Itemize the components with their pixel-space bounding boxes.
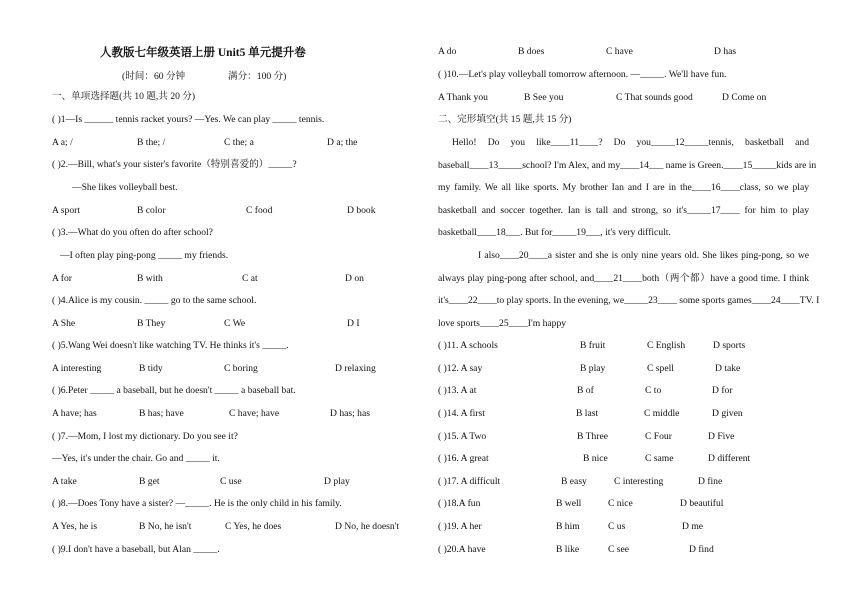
cloze-item-14 — [438, 407, 809, 420]
q3-option-c: C at — [242, 273, 258, 284]
cloze-item-12 — [438, 362, 809, 375]
q4-option-a: A She — [52, 318, 76, 329]
q5-option-b: B tidy — [139, 363, 163, 374]
cloze-option-d: D beautiful — [680, 498, 724, 509]
passage-p1-line1: Hello! Do you like____11____? Do you_____12_____tennis, basketball and — [452, 137, 809, 148]
cloze-item-stem: ( )14. A first — [438, 408, 485, 419]
cloze-option-c: C middle — [644, 408, 680, 419]
q10-option-c: C That sounds good — [616, 92, 693, 103]
cloze-item-stem: ( )11. A schools — [438, 340, 498, 351]
time-limit: (时间：60 分钟 — [122, 71, 186, 82]
q8-option-d: D No, he doesn't — [335, 521, 400, 532]
q6-option-c: C have; have — [229, 408, 280, 419]
q8-option-a: A Yes, he is — [52, 521, 98, 532]
cloze-option-b: B last — [576, 408, 599, 419]
passage-p2-line3: it's____22____to play sports. In the evening, we_____23____ some sports games____24____TV. I — [438, 295, 820, 306]
cloze-option-d: D for — [712, 385, 733, 396]
passage-p2-line2: always play ping-pong after school, and____21____both（两个都）have a good time. I think — [438, 273, 809, 284]
passage-p1-line4: basketball and soccer together. Ian is tall and strong, so it's_____17____ for him to play — [438, 205, 809, 216]
cloze-option-c: C English — [647, 340, 686, 351]
q5-option-a: A interesting — [52, 363, 102, 374]
cloze-option-c: C to — [645, 385, 662, 396]
q1-option-d: D a; the — [327, 137, 358, 148]
q10-option-d: D Come on — [722, 92, 767, 103]
cloze-item-stem: ( )18.A fun — [438, 498, 481, 509]
cloze-option-b: B play — [580, 363, 606, 374]
full-score: 满分：100 分) — [228, 71, 287, 82]
q4-option-c: C We — [224, 318, 246, 329]
cloze-option-d: D Five — [708, 431, 735, 442]
q4-option-d: D I — [347, 318, 360, 329]
cloze-option-d: D different — [708, 453, 751, 464]
page-title: 人教版七年级英语上册 Unit5 单元提升卷 — [100, 47, 306, 59]
q9-option-b: B does — [518, 46, 545, 57]
q3-option-d: D on — [345, 273, 364, 284]
cloze-option-c: C Four — [645, 431, 672, 442]
passage-p1-line3: my family. We all like sports. My brother Ian and I are in the____16____class, so we play — [438, 182, 809, 193]
q7-option-d: D play — [324, 476, 350, 487]
q6-option-b: B has; have — [139, 408, 184, 419]
q3-stem: ( )3.—What do you often do after school? — [52, 227, 213, 238]
q7-answer-line: —Yes, it's under the chair. Go and _____ it. — [52, 453, 220, 464]
cloze-item-17 — [438, 475, 809, 488]
q8-option-b: B No, he isn't — [139, 521, 192, 532]
q10-option-a: A Thank you — [438, 92, 488, 103]
q9-stem: ( )9.I don't have a baseball, but Alan _____. — [52, 544, 220, 555]
cloze-item-stem: ( )17. A difficult — [438, 476, 501, 487]
cloze-item-stem: ( )20.A have — [438, 544, 486, 555]
q9-option-d: D has — [714, 46, 737, 57]
cloze-option-b: B like — [556, 544, 580, 555]
section1-heading: 一、单项选择题(共 10 题,共 20 分) — [52, 91, 196, 102]
q7-option-b: B get — [139, 476, 160, 487]
cloze-option-c: C interesting — [614, 476, 664, 487]
q2-option-a: A sport — [52, 205, 80, 216]
cloze-item-13 — [438, 384, 809, 397]
q8-option-c: C Yes, he does — [225, 521, 282, 532]
q1-option-b: B the; / — [137, 137, 166, 148]
cloze-option-d: D find — [689, 544, 714, 555]
q5-option-c: C boring — [224, 363, 258, 374]
q1-option-a: A a; / — [52, 137, 73, 148]
cloze-item-16 — [438, 452, 809, 465]
cloze-option-d: D me — [682, 521, 704, 532]
q7-option-a: A take — [52, 476, 77, 487]
cloze-option-c: C same — [645, 453, 674, 464]
cloze-item-11 — [438, 339, 809, 352]
q9-option-c: C have — [606, 46, 633, 57]
cloze-item-18 — [438, 497, 809, 510]
cloze-option-c: C see — [608, 544, 630, 555]
cloze-item-20 — [438, 543, 809, 556]
cloze-item-15 — [438, 430, 809, 443]
q6-stem: ( )6.Peter _____ a baseball, but he doesn't _____ a baseball bat. — [52, 385, 296, 396]
passage-p2-line1: I also____20____a sister and she is only nine years old. She likes ping-pong, so we — [478, 250, 809, 261]
q2-stem: ( )2.—Bill, what's your sister's favorite（特别喜爱的）_____? — [52, 159, 297, 170]
cloze-item-stem: ( )16. A great — [438, 453, 489, 464]
q7-option-c: C use — [220, 476, 242, 487]
q5-stem: ( )5.Wang Wei doesn't like watching TV. He thinks it's _____. — [52, 340, 289, 351]
q7-stem: ( )7.—Mom, I lost my dictionary. Do you see it? — [52, 431, 238, 442]
cloze-item-stem: ( )13. A at — [438, 385, 477, 396]
q1-option-c: C the; a — [224, 137, 254, 148]
q3-answer-line: —I often play ping-pong _____ my friends. — [60, 250, 229, 261]
q3-option-a: A for — [52, 273, 72, 284]
cloze-item-19 — [438, 520, 809, 533]
q6-option-a: A have; has — [52, 408, 97, 419]
q5-option-d: D relaxing — [335, 363, 376, 374]
cloze-option-d: D fine — [698, 476, 723, 487]
cloze-option-b: B well — [556, 498, 582, 509]
q10-option-b: B See you — [524, 92, 564, 103]
cloze-option-c: C us — [608, 521, 626, 532]
q1-stem: ( )1—Is ______ tennis racket yours? —Yes. We can play _____ tennis. — [52, 114, 325, 125]
cloze-option-d: D sports — [713, 340, 746, 351]
passage-p1-line2: baseball____13_____school? I'm Alex, and my____14___ name is Green.____15_____kids are in — [438, 160, 817, 171]
cloze-option-b: B him — [556, 521, 580, 532]
cloze-option-c: C spell — [647, 363, 674, 374]
q2-option-b: B color — [137, 205, 166, 216]
q9-option-a: A do — [438, 46, 457, 57]
cloze-item-stem: ( )15. A Two — [438, 431, 487, 442]
q2-option-d: D book — [347, 205, 376, 216]
q4-stem: ( )4.Alice is my cousin. _____ go to the same school. — [52, 295, 257, 306]
cloze-item-stem: ( )12. A say — [438, 363, 483, 374]
q2-answer-line: —She likes volleyball best. — [72, 182, 178, 193]
q10-stem: ( )10.—Let's play volleyball tomorrow afternoon. —_____. We'll have fun. — [438, 69, 727, 80]
cloze-option-b: B Three — [577, 431, 608, 442]
cloze-option-c: C nice — [608, 498, 633, 509]
q2-option-c: C food — [246, 205, 273, 216]
cloze-option-b: B nice — [583, 453, 608, 464]
cloze-option-b: B fruit — [580, 340, 606, 351]
section2-heading: 二、完形填空(共 15 题,共 15 分) — [438, 114, 572, 125]
cloze-option-d: D given — [712, 408, 743, 419]
q4-option-b: B They — [137, 318, 166, 329]
q6-option-d: D has; has — [330, 408, 370, 419]
cloze-option-b: B of — [577, 385, 594, 396]
passage-p1-line5: basketball____18___. But for_____19___, it's very difficult. — [438, 227, 671, 238]
q3-option-b: B with — [137, 273, 163, 284]
cloze-item-stem: ( )19. A her — [438, 521, 482, 532]
cloze-option-b: B easy — [561, 476, 587, 487]
q8-stem: ( )8.—Does Tony have a sister? —_____. He is the only child in his family. — [52, 498, 342, 509]
passage-p2-line4: love sports____25____I'm happy — [438, 318, 567, 329]
cloze-option-d: D take — [715, 363, 741, 374]
